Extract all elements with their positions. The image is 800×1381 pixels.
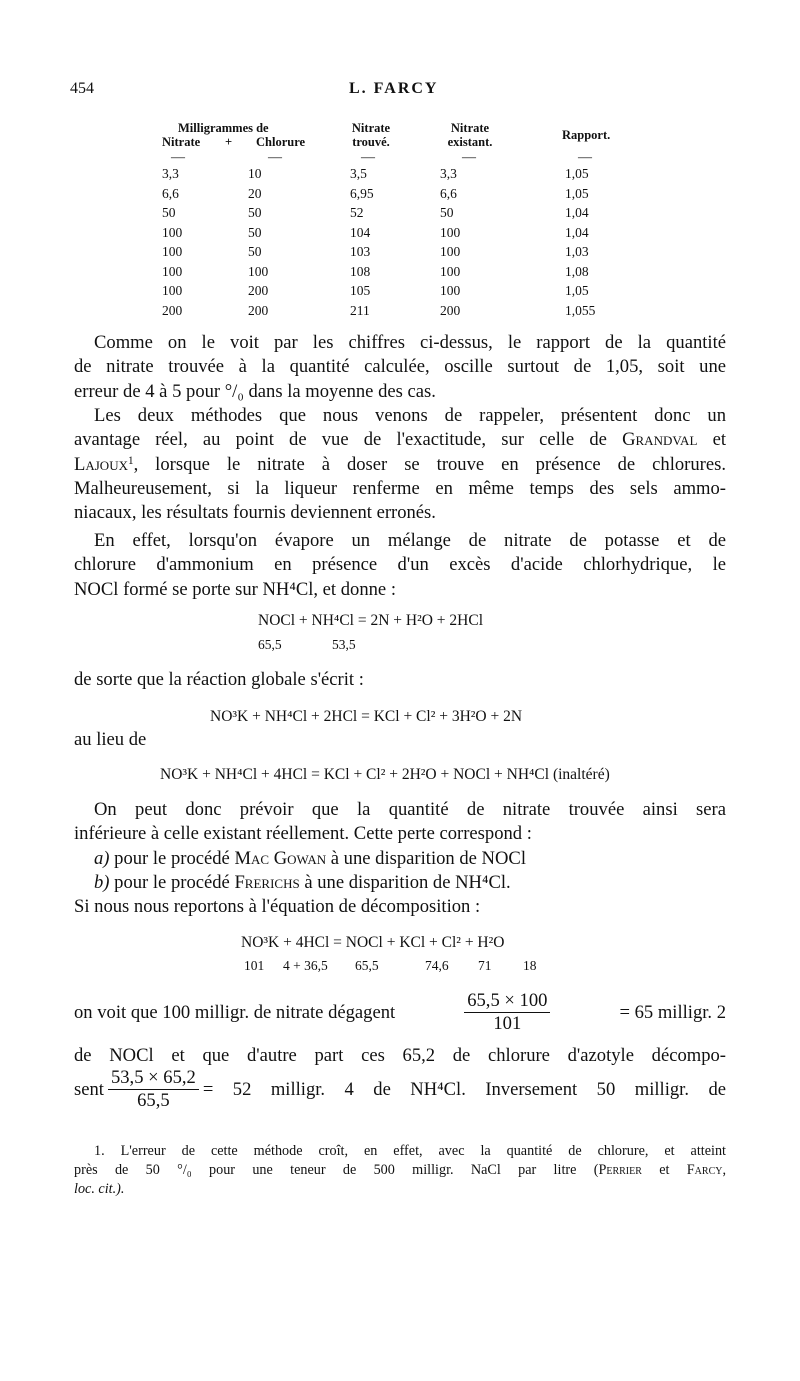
text-line: au lieu de (74, 729, 147, 750)
text-span: = 52 milligr. 4 de NH⁴Cl. Inversement 50 milligr. de (202, 1078, 726, 1100)
molar-mass: 4 + 36,5 (283, 958, 328, 973)
footnote-line: 1. L'erreur de cette méthode croît, en effet, avec la quantité de chlorure, et atteint (94, 1143, 726, 1159)
text-line: avantage réel, au point de vue de l'exactitude, sur celle de Grandval et (74, 429, 726, 451)
author-name: Frerichs (234, 871, 300, 893)
author-name: Mac Gowan (234, 847, 327, 869)
footnote (74, 1142, 726, 1199)
equation-4: NO³K + 4HCl = NOCl + KCl + Cl² + H²O (241, 934, 505, 951)
footnote-line: près de 50 °/₀ pour une teneur de 500 milligr. NaCl par litre (Perrier et Farcy, (74, 1162, 727, 1178)
text-line: de nitrate trouvée à la quantité calculée, oscille surtout de 1,05, soit une (74, 356, 726, 378)
table-cell: 100 (440, 224, 461, 240)
molar-mass: 101 (244, 958, 265, 973)
table-cell: 200 (440, 302, 461, 318)
table-cell: 200 (162, 302, 183, 318)
table-cell: 200 (248, 302, 269, 318)
text-line: chlorure d'ammonium en présence d'un excès d'acide chlorhydrique, le (74, 554, 726, 576)
text-line: Les deux méthodes que nous venons de rappeler, présentent donc un (94, 405, 726, 426)
text-line: NOCl formé se porte sur NH⁴Cl, et donne : (74, 578, 397, 600)
table-dash: — (268, 150, 282, 165)
author-name: Perrier (598, 1162, 642, 1178)
fraction-denominator: 101 (493, 1013, 522, 1034)
equation-1: NOCl + NH⁴Cl = 2N + H²O + 2HCl (258, 612, 483, 629)
table-cell: 50 (440, 205, 454, 220)
text-line: de sorte que la réaction globale s'écrit : (74, 669, 364, 690)
paragraph-3 (74, 529, 726, 602)
table-cell: 100 (440, 244, 461, 259)
molar-mass: 65,5 (258, 637, 282, 652)
table-cell: 100 (162, 283, 183, 298)
text-line: Comme on le voit par les chiffres ci-dessus, le rapport de la quantité (94, 332, 726, 353)
table-dash: — (361, 150, 375, 165)
paragraph-1 (74, 331, 726, 404)
table-header-chlorure: Chlorure (256, 135, 306, 149)
fraction-line-2 (74, 1067, 726, 1112)
table-cell: 6,95 (350, 185, 374, 201)
table-cell: 6,6 (162, 185, 179, 201)
table-header-plus: + (225, 135, 233, 149)
table-cell: 100 (162, 263, 183, 279)
footnote-ref: 1 (127, 454, 134, 467)
text-line: erreur de 4 à 5 pour °/₀ dans la moyenne des cas. (74, 380, 436, 402)
table-cell: 100 (162, 244, 183, 259)
text-span: on voit que 100 milligr. de nitrate dégagent (74, 1001, 396, 1023)
author-name: Lajoux (74, 453, 128, 475)
list-item-b: b) pour le procédé Frerichs à une disparition de NH⁴Cl. (94, 871, 511, 893)
fraction-line-1 (74, 990, 726, 1035)
table-header-group: Milligrammes de (178, 121, 269, 135)
equation-3: NO³K + NH⁴Cl + 4HCl = KCl + Cl² + 2H²O + NOCl + NH⁴Cl (inaltéré) (160, 766, 610, 783)
fraction-2 (108, 1067, 199, 1112)
table-cell: 100 (440, 263, 461, 279)
table-cell: 100 (162, 224, 183, 240)
table-cell: 211 (350, 302, 370, 318)
paragraph-5-line-2 (74, 1044, 726, 1068)
table-cell: 50 (248, 205, 262, 220)
table-cell: 103 (350, 244, 371, 259)
text-line: Malheureusement, si la liqueur renferme en même temps des sels ammo- (74, 477, 726, 499)
author-name: Farcy (686, 1162, 723, 1178)
text-au-lieu (74, 728, 726, 752)
table-dash: — (462, 150, 476, 165)
table-cell: 50 (162, 205, 176, 220)
paragraph-4 (74, 798, 726, 919)
table-cell: 104 (350, 224, 371, 240)
table-cell: 50 (248, 244, 262, 259)
table-cell: 108 (350, 263, 371, 279)
table-cell: 20 (248, 185, 262, 201)
table-cell: 1,04 (565, 205, 589, 220)
text-line: On peut donc prévoir que la quantité de nitrate trouvée ainsi sera (94, 799, 726, 820)
table-cell: 3,3 (440, 166, 457, 181)
text-line: de NOCl et que d'autre part ces 65,2 de chlorure d'azotyle décompo- (74, 1045, 726, 1066)
molar-mass: 74,6 (425, 958, 449, 973)
molar-mass: 18 (523, 958, 537, 973)
text-line: Si nous nous reportons à l'équation de décomposition : (74, 896, 481, 918)
text-line: inférieure à celle existant réellement. Cette perte correspond : (74, 823, 532, 845)
table-cell: 1,05 (565, 166, 589, 181)
fraction-numerator: 53,5 × 65,2 (108, 1067, 199, 1090)
table-header-nitrate: Nitrate (162, 135, 201, 149)
table-cell: 1,05 (565, 283, 589, 298)
table-cell: 1,055 (565, 302, 596, 318)
molar-mass: 53,5 (332, 637, 356, 652)
table-cell: 10 (248, 166, 262, 181)
table-header-rapport: Rapport. (562, 128, 611, 142)
table-cell: 1,05 (565, 185, 589, 201)
table-cell: 1,08 (565, 263, 589, 279)
author-name: Grandval (622, 429, 698, 451)
table-header-trouve: Nitrate trouvé. (351, 121, 391, 149)
table-cell: 1,04 (565, 224, 589, 240)
molar-mass: 65,5 (355, 958, 379, 973)
molar-mass: 71 (478, 958, 492, 973)
table-cell: 100 (248, 263, 269, 279)
table-cell: 3,5 (350, 166, 367, 181)
table-cell: 100 (440, 283, 461, 298)
table-cell: 3,3 (162, 166, 179, 181)
fraction-denominator: 65,5 (137, 1090, 170, 1111)
paragraph-2 (74, 404, 726, 525)
table-cell: 50 (248, 224, 262, 240)
table-dash: — (578, 150, 592, 165)
fraction-1 (464, 990, 550, 1035)
footnote-line: loc. cit.). (74, 1181, 125, 1197)
table-cell: 52 (350, 205, 364, 220)
table-cell: 6,6 (440, 185, 457, 201)
text-line: Lajoux$^1$, lorsque le nitrate à doser se trouve en présence de chlorures. (74, 453, 726, 475)
table-dash: — (171, 150, 185, 165)
table-cell: 200 (248, 283, 269, 298)
list-item-a: a) pour le procédé Mac Gowan à une disparition de NOCl (94, 847, 526, 869)
table-cell: 105 (350, 283, 371, 298)
text-de-sorte (74, 668, 726, 692)
table-cell: 1,03 (565, 244, 589, 259)
text-line: En effet, lorsqu'on évapore un mélange de nitrate de potasse et de (94, 530, 726, 551)
text-line: niacaux, les résultats fournis deviennent erronés. (74, 502, 436, 524)
equation-2: NO³K + NH⁴Cl + 2HCl = KCl + Cl² + 3H²O + 2N (210, 708, 523, 725)
text-span: = 65 milligr. 2 (619, 1001, 726, 1023)
text-span: sent (74, 1078, 104, 1100)
fraction-numerator: 65,5 × 100 (464, 990, 550, 1013)
table-header-existant: Nitrate existant. (447, 121, 493, 149)
running-head: L. FARCY (349, 80, 439, 97)
page-number: 454 (70, 80, 94, 97)
